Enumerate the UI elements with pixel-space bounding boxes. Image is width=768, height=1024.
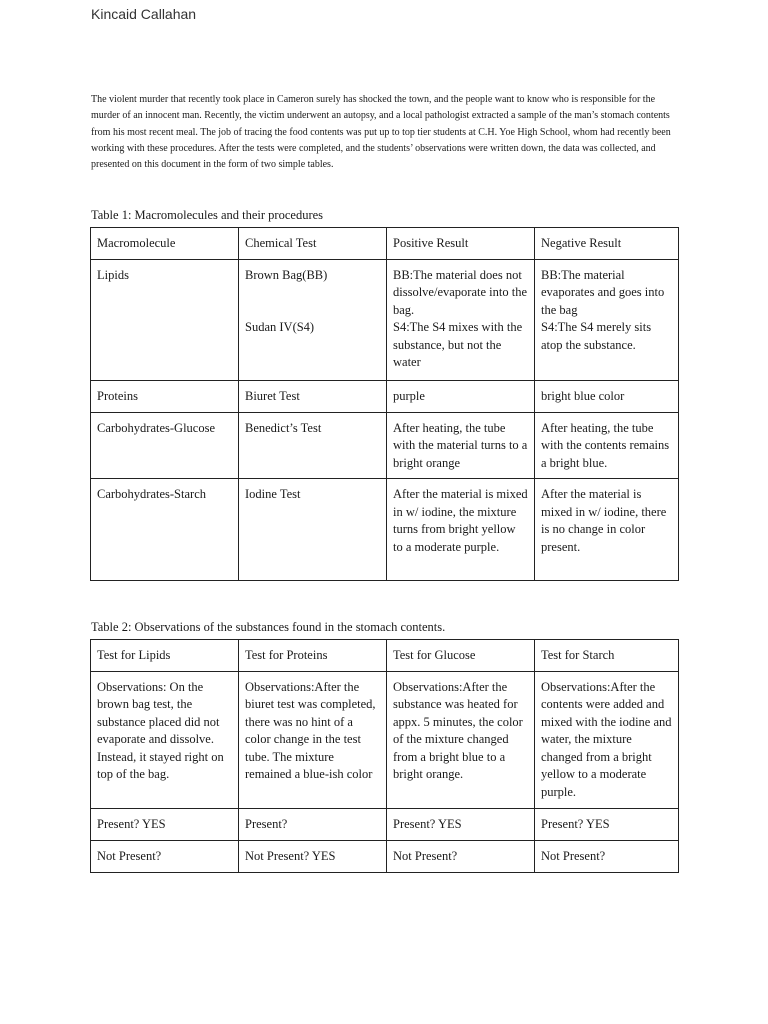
macromolecules-table (90, 227, 679, 581)
table-cell: Not Present? (535, 840, 679, 872)
table-cell: Present? YES (91, 808, 239, 840)
table-cell: bright blue color (535, 380, 679, 412)
table-header-row (91, 640, 679, 672)
table-row (91, 479, 679, 581)
table-cell: After heating, the tube with the material turns to a bright orange (387, 412, 535, 479)
observations-table (90, 639, 679, 873)
header-cell: Test for Proteins (239, 640, 387, 672)
table-cell: Benedict’s Test (239, 412, 387, 479)
table-cell: Present? YES (387, 808, 535, 840)
table-cell: Lipids (91, 259, 239, 380)
table-cell: Not Present? (91, 840, 239, 872)
table-cell: Carbohydrates-Glucose (91, 412, 239, 479)
table-cell: BB:The material evaporates and goes into the bag S4:The S4 merely sits atop the substance. (535, 259, 679, 380)
table-cell: purple (387, 380, 535, 412)
table-cell: Observations: On the brown bag test, the substance placed did not evaporate and dissolve. Instead, it stayed right on top of the bag. (91, 671, 239, 808)
table2-caption: Table 2: Observations of the substances found in the stomach contents. (91, 620, 446, 634)
table-cell: After the material is mixed in w/ iodine, there is no change in color present. (535, 479, 679, 581)
header-cell: Positive Result (387, 228, 535, 260)
table-cell: Present? (239, 808, 387, 840)
header-cell: Chemical Test (239, 228, 387, 260)
table-cell: Not Present? YES (239, 840, 387, 872)
table-row (91, 840, 679, 872)
header-cell: Test for Lipids (91, 640, 239, 672)
table-cell: Present? YES (535, 808, 679, 840)
header-cell: Negative Result (535, 228, 679, 260)
table-row (91, 259, 679, 380)
table-cell: After the material is mixed in w/ iodine, the mixture turns from bright yellow to a moderate purple. (387, 479, 535, 581)
table-cell: Carbohydrates-Starch (91, 479, 239, 581)
header-cell: Test for Starch (535, 640, 679, 672)
table-row (91, 808, 679, 840)
header-cell: Test for Glucose (387, 640, 535, 672)
author-name: Kincaid Callahan (91, 6, 197, 22)
table-cell: Observations:After the substance was heated for appx. 5 minutes, the color of the mixture changed from a bright blue to a bright orange. (387, 671, 535, 808)
table-header-row (91, 228, 679, 260)
header-cell: Macromolecule (91, 228, 239, 260)
table-cell: After heating, the tube with the contents remains a bright blue. (535, 412, 679, 479)
table-cell: Biuret Test (239, 380, 387, 412)
table-cell: Brown Bag(BB) Sudan IV(S4) (239, 259, 387, 380)
table-row (91, 380, 679, 412)
intro-paragraph: The violent murder that recently took place in Cameron surely has shocked the town, and the people want to know who is responsible for the murder of an innocent man. Recently, the victim underwent an autopsy, and a local pathologist extracted a sample of the man’s stomach contents from his most recent meal. The job of tracing the food contents was put up to top tier students at C.H. Yoe High School, whom had recently been working with these procedures. After the tests were completed, and the students’ observations were written down, the data was collected, and presented on this document in the form of two simple tables. (91, 94, 671, 171)
table-row (91, 412, 679, 479)
table-cell: Observations:After the biuret test was completed, there was no hint of a color change in the test tube. The mixture remained a blue-ish color (239, 671, 387, 808)
table-cell: Observations:After the contents were added and mixed with the iodine and water, the mixture changed from a bright yellow to a moderate purple. (535, 671, 679, 808)
table1-caption: Table 1: Macromolecules and their procedures (91, 208, 324, 222)
table-cell: Iodine Test (239, 479, 387, 581)
table-cell: Not Present? (387, 840, 535, 872)
table-cell: Proteins (91, 380, 239, 412)
table-row (91, 671, 679, 808)
table-cell: BB:The material does not dissolve/evaporate into the bag. S4:The S4 mixes with the substance, but not the water (387, 259, 535, 380)
